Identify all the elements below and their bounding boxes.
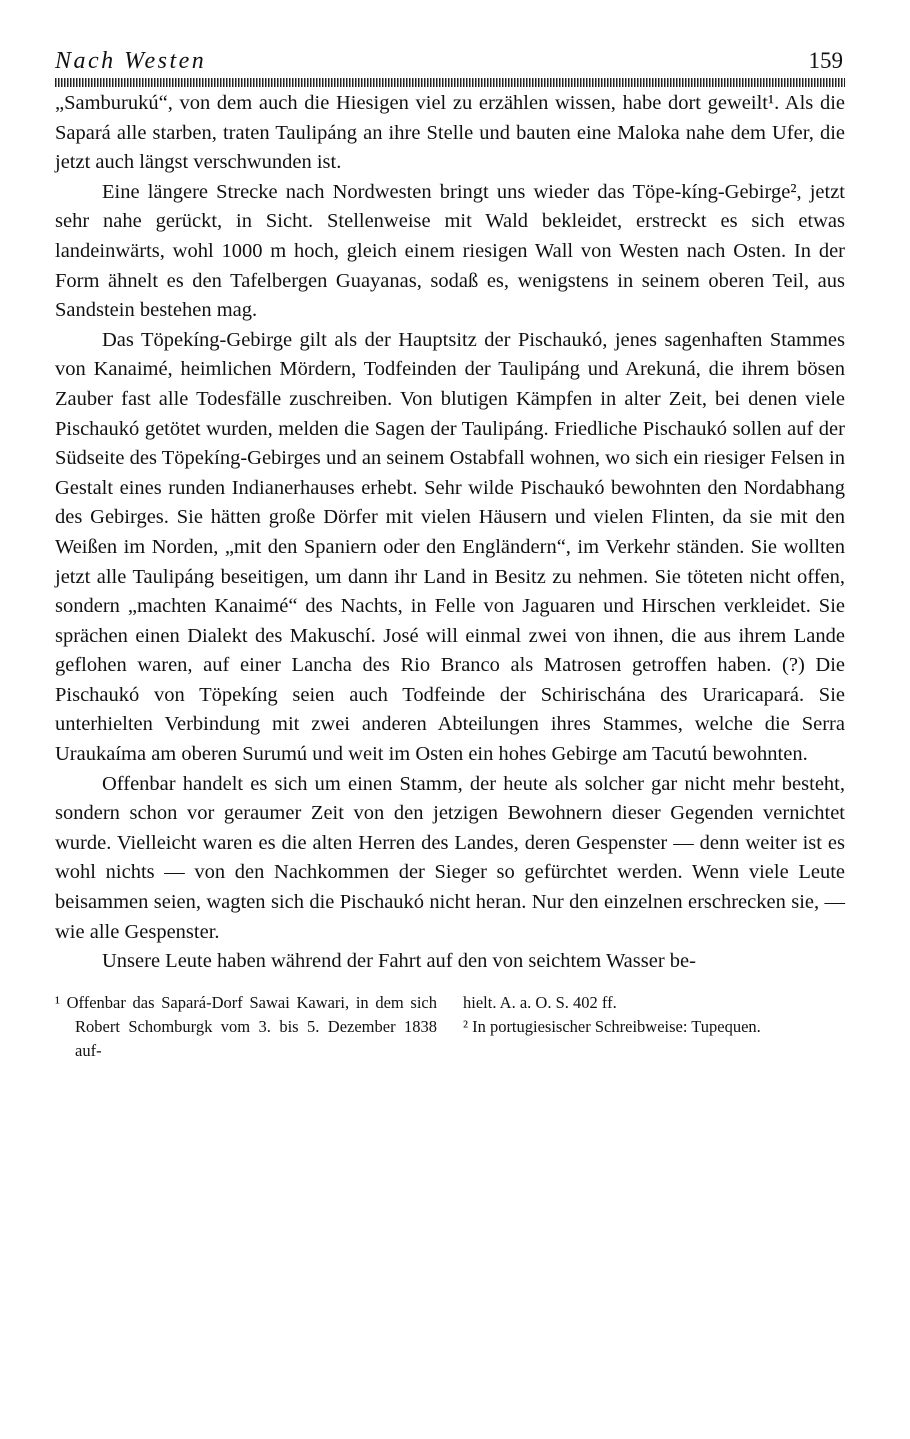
footnote-1: ¹ Offenbar das Sapará-Dorf Sawai Kawari, in dem sich Robert Schomburgk vom 3. bis 5. Dezember 1838 auf- [55,992,437,1060]
page-number: 159 [808,48,843,73]
footnote-column-right [463,991,845,1063]
book-page [55,48,845,1063]
footnotes [55,991,845,1063]
paragraph-1: „Samburukú“, von dem auch die Hiesigen viel zu erzählen wissen, habe dort geweilt¹. Als die Sapará alle starben, traten Taulipáng an ihre Stelle und bauten eine Maloka nahe dem Ufer, die jetzt auch längst verschwunden ist. [55,92,845,174]
page-header [55,48,845,74]
footnote-2: ² In portugiesischer Schreibweise: Tupequen. [463,1016,761,1036]
footnote-column-left [55,991,437,1063]
running-title: Nach Westen [55,48,207,74]
paragraph-5: Unsere Leute haben während der Fahrt auf den von seichtem Wasser be- [102,950,696,973]
paragraph-2: Eine längere Strecke nach Nordwesten bringt uns wieder das Töpe-kíng-Gebirge², jetzt sehr nahe gerückt, in Sicht. Stellenweise mit Wald bekleidet, erstreckt es sich etwas landeinwärts, wohl 1000 m hoch, gleich einem riesigen Wall von Westen nach Osten. In der Form ähnelt es den Tafelbergen Guayanas, sodaß es, wenigstens in seinem oberen Teil, aus Sandstein bestehen mag. [55,180,845,322]
paragraph-3: Das Töpekíng-Gebirge gilt als der Hauptsitz der Pischaukó, jenes sagenhaften Stammes von Kanaimé, heimlichen Mördern, Todfeinden der Taulipáng und Arekuná, die ihrem bösen Zauber fast alle Todesfälle zuschreiben. Von blutigen Kämpfen in alter Zeit, bei denen viele Pischaukó getötet wurden, melden die Sagen der Taulipáng. Friedliche Pischaukó sollen auf der Südseite des Töpekíng-Gebirges und an seinem Ostabfall wohnen, wo sich ein riesiger Felsen in Gestalt eines runden Indianerhauses erhebt. Sehr wilde Pischaukó bewohnten den Nordabhang des Gebirges. Sie hätten große Dörfer mit vielen Häusern und vielen Flinten, da sie mit den Weißen im Norden, „mit den Spaniern oder den Engländern“, im Verkehr ständen. Sie wollten jetzt alle Taulipáng beseitigen, um dann ihr Land in Besitz zu nehmen. Sie töteten nicht offen, sondern „machten Kanaimé“ des Nachts, in Felle von Jaguaren und Hirschen verkleidet. Sie sprächen einen Dialekt des Makuschí. José will einmal zwei von ihnen, die aus ihrem Lande geflohen waren, auf einer Lancha des Rio Branco als Matrosen getroffen haben. (?) Die Pischaukó von Töpekíng seien auch Todfeinde der Schirischána des Uraricapará. Sie unterhielten Verbindung mit zwei anderen Abteilungen ihres Stammes, welche die Serra Uraukaíma am oberen Surumú und weit im Osten ein hohes Gebirge am Tacutú bewohnten. [55,328,845,766]
footnote-1-continued: hielt. A. a. O. S. 402 ff. [463,992,617,1012]
paragraph-4: Offenbar handelt es sich um einen Stamm, der heute als solcher gar nicht mehr besteht, sondern schon vor geraumer Zeit von den jetzigen Bewohnern dieser Gegenden vernichtet wurde. Vielleicht waren es die alten Herren des Landes, deren Gespenster — denn weiter ist es wohl nichts — von den Nachkommen der Sieger so gefürchtet werden. Wenn viele Leute beisammen seien, wagten sich die Pischaukó nicht heran. Nur den einzelnen erschrecken sie, — wie alle Gespenster. [55,772,845,943]
header-ornamental-rule [55,78,845,87]
body-text [55,89,845,977]
